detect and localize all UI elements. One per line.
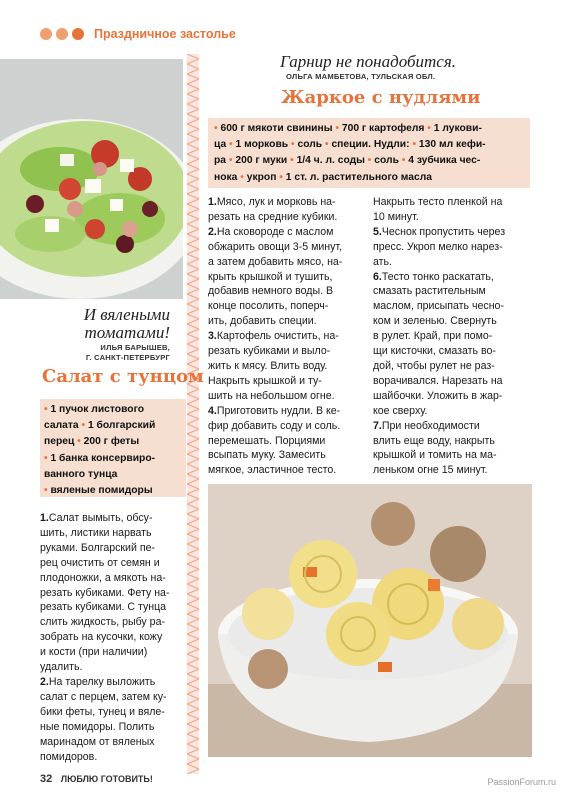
page-number: 32 (40, 773, 53, 785)
step-line: Накрыть крышкой и ту- (208, 374, 322, 387)
step-line: салат с перцем, затем ку- (40, 690, 167, 703)
step-line: всыпать муку. Замесить (208, 449, 326, 462)
ingredient-line: • 600 г мякоти свинины • 700 г картофеля • 1 лукови- (214, 123, 482, 134)
step-line: леньком огне 15 минут. (373, 464, 488, 477)
step-line: шайбочки. Уложить в жар- (373, 389, 503, 402)
tuna-salad-photo (0, 59, 183, 299)
left-recipe-title: Салат с тунцом (42, 366, 204, 387)
step-line: 3.Картофель очистить, на- (208, 330, 339, 343)
right-steps-column-2 (373, 195, 533, 478)
step-line: жить к мясу. Влить воду. (208, 359, 328, 372)
ingredient-line: нока • укроп • 1 ст. л. растительного масла (214, 171, 432, 183)
step-line: зобрать на кусочки, кожу (40, 631, 163, 644)
step-line: 4.Приготовить нудли. В ке- (208, 404, 341, 417)
right-steps-column-1 (208, 195, 368, 478)
step-line: маринадом от вяленых (40, 735, 155, 748)
left-steps (40, 511, 190, 764)
step-line: фир добавить соду и соль. (208, 419, 341, 432)
magazine-name: ЛЮБЛЮ ГОТОВИТЬ! (60, 774, 153, 784)
step-line: помидоров. (40, 750, 98, 763)
step-line: маслом, присыпать чесно- (373, 300, 504, 313)
ingredient-line: • 1 пучок листового (44, 404, 145, 415)
step-line: 2.На тарелку выложить (40, 675, 156, 688)
step-line: шить, листики нарвать (40, 526, 152, 539)
page-footer (40, 773, 153, 785)
step-line: 2.На сковороде с маслом (208, 225, 334, 238)
step-line: слить жидкость, рыбу ра- (40, 616, 165, 629)
step-line: резать кубиками. С тунца (40, 601, 167, 614)
right-subtitle: Гарнир не понадобится. (280, 52, 456, 71)
step-line: крыть крышкой и тушить, (208, 270, 333, 283)
ingredient-line: • 1 банка консервиро- (44, 452, 156, 464)
ingredient-line: ра • 200 г муки • 1/4 ч. л. соды • соль • 4 зубчика чес- (214, 155, 481, 167)
step-line: 7.При необходимости (373, 419, 480, 432)
step-line: руками. Болгарский пе- (40, 541, 155, 554)
step-line: мягкое, эластичное тесто. (208, 464, 337, 477)
step-line: в рулет. Край, при помо- (373, 330, 493, 343)
left-subtitle (52, 306, 170, 342)
step-line: влить еще воду, накрыть (373, 434, 495, 447)
step-line: ать. (373, 255, 392, 268)
step-line: обжарить овощи 3-5 минут, (208, 240, 343, 253)
step-line: 1.Салат вымыть, обсу- (40, 512, 153, 524)
stew-with-noodles-photo (208, 484, 532, 757)
ingredient-line: перец • 200 г феты (44, 436, 140, 448)
step-line: шить на небольшом огне. (208, 389, 335, 402)
step-line: 10 минут. (373, 210, 419, 223)
step-line: перемешать. Порциями (208, 434, 326, 447)
step-line: ные помидоры. Полить (40, 720, 155, 733)
step-line: удалить. (40, 661, 83, 674)
step-line: ить, добавить специи. (208, 315, 317, 328)
step-line: ком и зеленью. Свернуть (373, 315, 497, 328)
step-line: смазать растительным (373, 285, 486, 298)
step-line: и кости (при наличии) (40, 646, 148, 659)
step-line: рец очистить от семян и (40, 556, 160, 569)
step-line: резать на средние кубики. (208, 210, 338, 223)
ingredient-line: ца • 1 морковь • соль • специи. Нудли: • 130 мл кефи- (214, 139, 486, 151)
step-line: дой, чтобы рулет не раз- (373, 359, 495, 372)
right-ingredients-box (208, 118, 530, 188)
step-line: Накрыть тесто пленкой на (373, 196, 503, 208)
left-subtitle-line: томатами! (84, 323, 170, 342)
ingredient-line: ванного тунца (44, 468, 118, 480)
header-dot (56, 28, 68, 40)
left-subtitle-line: И вялеными (83, 305, 170, 324)
right-recipe-title: Жаркое с нудлями (281, 87, 481, 108)
header-dot (72, 28, 84, 40)
step-line: крышкой и томить на ма- (373, 449, 497, 462)
step-line: кое сверху. (373, 404, 428, 417)
author-line: ИЛЬЯ БАРЫШЕВ, (100, 343, 170, 352)
step-line: резать кубиками и выло- (208, 345, 331, 358)
watermark: PassionForum.ru (487, 777, 556, 787)
step-line: пресс. Укроп мелко нарез- (373, 240, 503, 253)
step-line: бики феты, тунец и вяле- (40, 705, 165, 718)
right-author: ОЛЬГА МАМБЕТОВА, ТУЛЬСКАЯ ОБЛ. (286, 72, 436, 81)
step-line: 1.Мясо, лук и морковь на- (208, 196, 336, 208)
step-line: 6.Тесто тонко раскатать, (373, 270, 494, 283)
step-line: щи кисточки, смазать во- (373, 345, 496, 358)
step-line: ворачивался. Нарезать на (373, 374, 503, 387)
author-line: Г. САНКТ-ПЕТЕРБУРГ (85, 353, 170, 362)
section-header (40, 27, 236, 41)
ingredient-line: салата • 1 болгарский (44, 420, 156, 432)
step-line: добавив немного воды. В (208, 285, 334, 298)
left-author (40, 343, 170, 363)
step-line: а затем добавить мясо, на- (208, 255, 343, 268)
left-ingredients-box (40, 399, 186, 497)
step-line: плодоножки, а мякоть на- (40, 571, 166, 584)
ingredient-line: • вяленые помидоры (44, 485, 153, 497)
step-line: резать кубиками. Фету на- (40, 586, 170, 599)
header-dot (40, 28, 52, 40)
section-title: Праздничное застолье (94, 27, 236, 41)
step-line: конце посолить, поперч- (208, 300, 329, 313)
step-line: 5.Чеснок пропустить через (373, 225, 506, 238)
